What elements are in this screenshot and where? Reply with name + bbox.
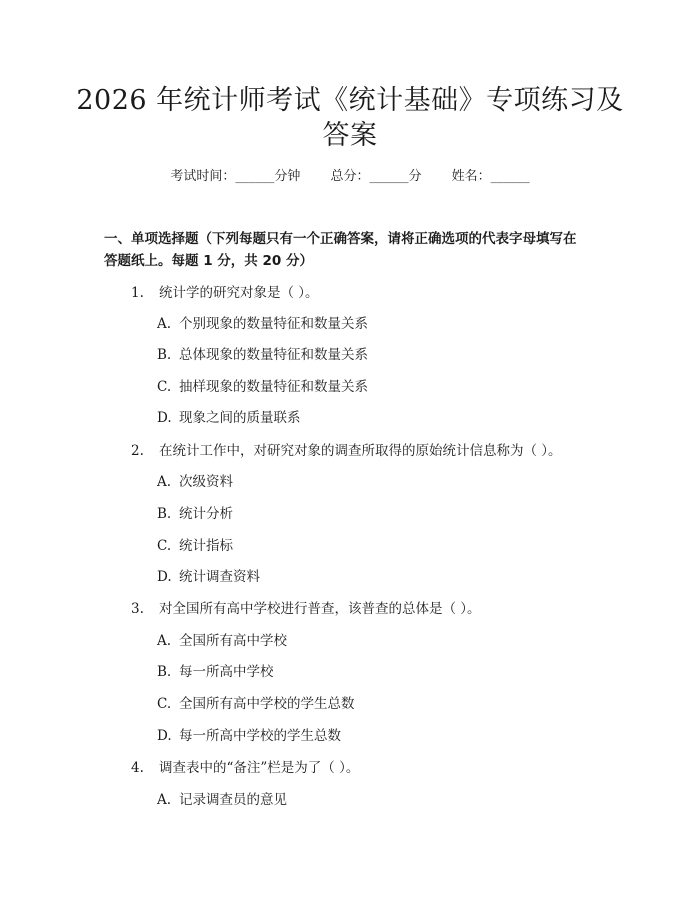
page-title-line2: 答案 bbox=[322, 120, 378, 151]
option-letter: A. bbox=[157, 474, 172, 490]
question-number: 2. bbox=[131, 443, 144, 459]
option-text: 统计指标 bbox=[179, 538, 233, 554]
option-letter: B. bbox=[157, 506, 172, 522]
question-2-option-d bbox=[157, 567, 260, 587]
option-text: 全国所有高中学校的学生总数 bbox=[179, 696, 355, 712]
question-number: 1. bbox=[131, 285, 144, 301]
option-letter: D. bbox=[157, 569, 172, 585]
exam-time-field: 考试时间：______分钟 bbox=[170, 169, 301, 184]
option-text: 次级资料 bbox=[179, 474, 233, 490]
question-text: 对全国所有高中学校进行普查，该普查的总体是（ ）。 bbox=[159, 601, 481, 617]
question-3 bbox=[131, 599, 481, 619]
question-4 bbox=[131, 758, 359, 778]
question-1-option-d bbox=[157, 408, 301, 428]
question-1-option-b bbox=[157, 345, 368, 365]
question-3-option-c bbox=[157, 694, 355, 714]
option-text: 统计分析 bbox=[179, 506, 233, 522]
option-letter: B. bbox=[157, 664, 172, 680]
question-1 bbox=[131, 283, 319, 303]
question-number: 3. bbox=[131, 601, 144, 617]
question-1-option-c bbox=[157, 377, 368, 397]
question-text: 统计学的研究对象是（ ）。 bbox=[159, 285, 319, 301]
question-2-option-c bbox=[157, 536, 233, 556]
question-text: 调查表中的“备注”栏是为了（ ）。 bbox=[159, 760, 360, 776]
option-text: 现象之间的质量联系 bbox=[179, 410, 301, 426]
option-text: 个别现象的数量特征和数量关系 bbox=[179, 316, 368, 332]
section-heading-line1: 一、单项选择题（下列每题只有一个正确答案，请将正确选项的代表字母填写在 bbox=[104, 231, 577, 247]
option-text: 统计调查资料 bbox=[179, 569, 260, 585]
option-letter: C. bbox=[157, 379, 172, 395]
question-4-option-a bbox=[157, 790, 287, 810]
section-heading-line2: 答题纸上。每题 1 分，共 20 分） bbox=[104, 253, 313, 269]
option-letter: D. bbox=[157, 410, 172, 426]
option-text: 记录调查员的意见 bbox=[179, 792, 287, 808]
total-score-field: 总分：______分 bbox=[330, 169, 422, 184]
option-text: 每一所高中学校 bbox=[179, 664, 274, 680]
question-3-option-a bbox=[157, 631, 287, 651]
option-letter: A. bbox=[157, 792, 172, 808]
question-2-option-a bbox=[157, 472, 233, 492]
exam-info bbox=[0, 167, 700, 187]
option-letter: C. bbox=[157, 538, 172, 554]
option-text: 每一所高中学校的学生总数 bbox=[179, 728, 341, 744]
question-2-option-b bbox=[157, 504, 233, 524]
option-text: 抽样现象的数量特征和数量关系 bbox=[179, 379, 368, 395]
option-letter: C. bbox=[157, 696, 172, 712]
name-field: 姓名：______ bbox=[451, 169, 530, 184]
page-title-line1: 2026 年统计师考试《统计基础》专项练习及 bbox=[76, 85, 624, 116]
option-letter: D. bbox=[157, 728, 172, 744]
question-3-option-d bbox=[157, 726, 341, 746]
option-letter: B. bbox=[157, 347, 172, 363]
question-1-option-a bbox=[157, 314, 368, 334]
option-letter: A. bbox=[157, 633, 172, 649]
question-2 bbox=[131, 441, 562, 461]
option-text: 总体现象的数量特征和数量关系 bbox=[179, 347, 368, 363]
option-text: 全国所有高中学校 bbox=[179, 633, 287, 649]
question-3-option-b bbox=[157, 662, 274, 682]
option-letter: A. bbox=[157, 316, 172, 332]
question-text: 在统计工作中，对研究对象的调查所取得的原始统计信息称为（ ）。 bbox=[159, 443, 562, 459]
question-number: 4. bbox=[131, 760, 144, 776]
